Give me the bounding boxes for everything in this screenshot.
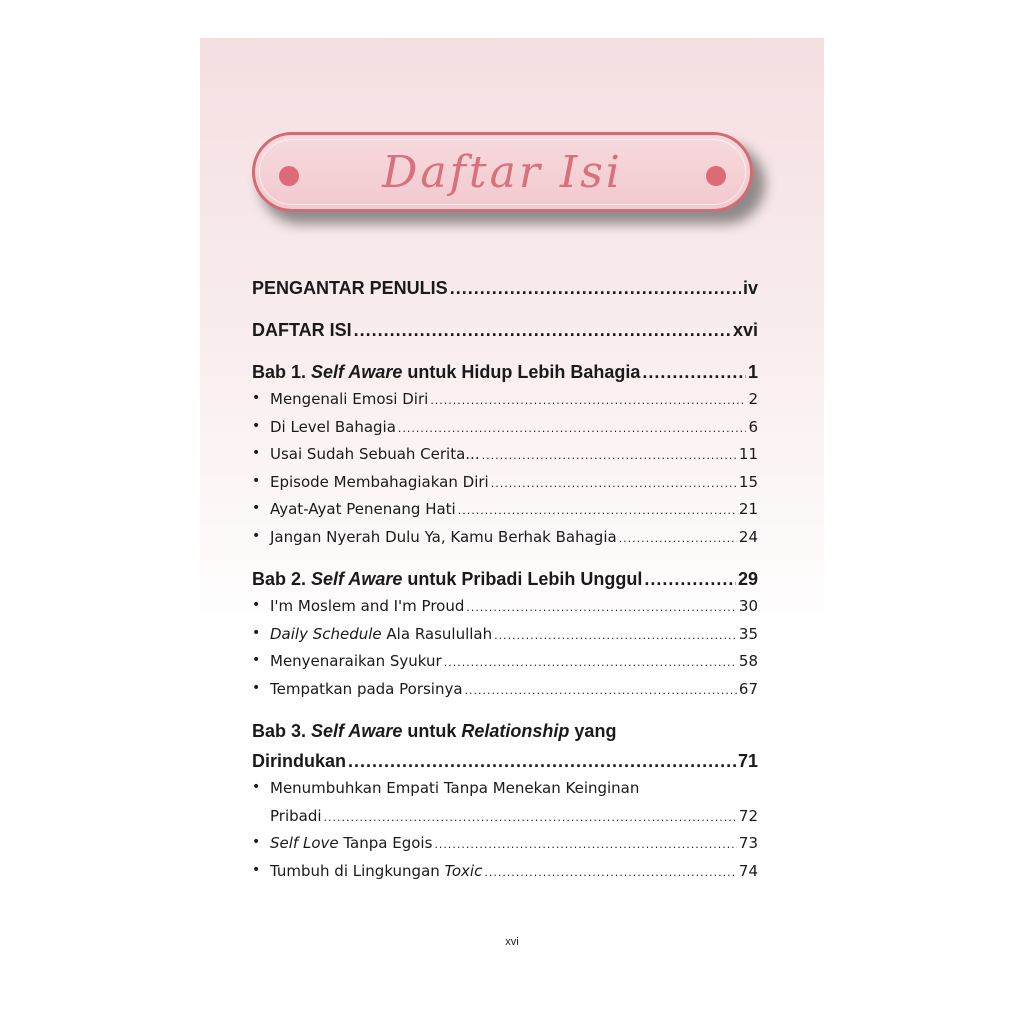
chapter-label: Dirindukan: [252, 751, 347, 771]
dot-leader: [348, 751, 736, 772]
dot-leader: [642, 362, 746, 383]
bullet-icon: •: [252, 624, 261, 641]
list-item[interactable]: • Tumbuh di Lingkungan Toxic ..... 74: [252, 862, 758, 890]
list-item[interactable]: • Di Level Bahagia ..... 6: [252, 418, 758, 446]
list-item[interactable]: • I'm Moslem and I'm Proud ..... 30: [252, 597, 758, 625]
chapter-page: 71: [737, 751, 758, 771]
book-page: [200, 38, 824, 986]
list-item-line1[interactable]: • Menumbuhkan Empati Tanpa Menekan Keinginan: [252, 779, 640, 797]
chapter-3-heading[interactable]: [252, 751, 758, 779]
bullet-icon: •: [252, 500, 261, 516]
dot-leader: [644, 569, 736, 590]
list-item[interactable]: • Tempatkan pada Porsinya ..... 67: [252, 680, 758, 708]
chapter-1-heading[interactable]: [252, 362, 758, 390]
list-item[interactable]: • Self Love Tanpa Egois ..... 73: [252, 834, 758, 862]
toc-entry-pengantar[interactable]: [252, 278, 758, 320]
entry-label: DAFTAR ISI: [252, 320, 352, 340]
bullet-icon: •: [252, 652, 261, 668]
chapter-page: 1: [747, 362, 758, 382]
entry-page: iv: [742, 278, 758, 298]
chapter-label: Bab 1. Self Aware untuk Hidup Lebih Bahagia: [252, 362, 641, 382]
bullet-icon: •: [252, 527, 261, 544]
title-banner: [252, 132, 757, 216]
bullet-icon: •: [252, 445, 261, 461]
list-item[interactable]: • Mengenali Emosi Diri ..... 2: [252, 390, 758, 418]
chapter-page: 29: [737, 569, 758, 589]
chapter-2-heading[interactable]: [252, 569, 758, 597]
bullet-icon: •: [252, 597, 261, 613]
dot-leader: [354, 320, 731, 341]
banner-title: Daftar Isi: [382, 147, 623, 198]
bullet-icon: •: [252, 861, 261, 878]
chapter-label: Bab 2. Self Aware untuk Pribadi Lebih Unggul: [252, 569, 643, 589]
bullet-icon: •: [252, 834, 261, 850]
bullet-icon: •: [252, 417, 261, 434]
list-item[interactable]: Pribadi ..... 72: [252, 807, 758, 835]
bullet-icon: •: [252, 779, 261, 795]
chapter-3-heading-line1[interactable]: Bab 3. Self Aware untuk Relationship yang: [252, 721, 617, 741]
list-item[interactable]: • Usai Sudah Sebuah Cerita... ..... 11: [252, 445, 758, 473]
table-of-contents: [252, 278, 758, 889]
list-item[interactable]: • Jangan Nyerah Dulu Ya, Kamu Berhak Bahagia ..... 24: [252, 528, 758, 556]
page-number: xvi: [505, 936, 519, 948]
list-item[interactable]: • Menyenaraikan Syukur ..... 58: [252, 652, 758, 680]
bullet-icon: •: [252, 390, 261, 406]
list-item[interactable]: • Daily Schedule Ala Rasulullah ..... 35: [252, 625, 758, 653]
banner-pill: [252, 132, 753, 212]
list-item[interactable]: • Ayat-Ayat Penenang Hati ..... 21: [252, 500, 758, 528]
toc-entry-daftar-isi[interactable]: [252, 320, 758, 362]
bullet-icon: •: [252, 472, 261, 489]
bullet-icon: •: [252, 679, 261, 696]
dot-leader: [450, 278, 741, 299]
entry-page: xvi: [732, 320, 758, 340]
list-item[interactable]: • Episode Membahagiakan Diri ..... 15: [252, 473, 758, 501]
entry-label: PENGANTAR PENULIS: [252, 278, 448, 298]
